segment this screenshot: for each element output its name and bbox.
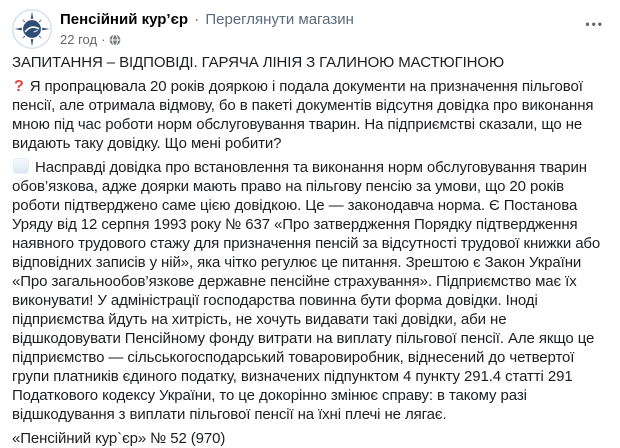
globe-privacy-icon [109,34,121,46]
view-shop-link[interactable]: Переглянути магазин [205,11,354,28]
post-body [12,53,608,448]
question-paragraph [12,77,608,153]
answer-text: Насправді довідка про встановлення та виконання норм обслуговування тварин обов’язкова, адже доярки мають право на пільгову пенсію за умови, що 20 років роботи підтверджено саме цією довідкою. Це — законодавча норма. Є Постанова Уряду від 12 серпня 1993 року № 637 «Про затвердження Порядку підтвердження наявного трудового стажу для призначення пенсій за відсутності трудової книжки або відповідних записів у ній», яка чітко регулює це питання. Зрештою є Закон України «Про загальнообов’язкове державне пенсійне страхування». Підприємство має їх виконувати! У адміністрації господарства повинна бути форма довідки. Іноді підприємства йдуть на хитрість, не хочуть видавати такі довідки, аби не відшкодовувати Пенсійному фонду витрати на виплату пільгової пенсії. Але якщо це підприємство — сільськогосподарський товаровиробник, віднесений до четвертої групи платників єдиного податку, визначених підпунктом 4 пункту 291.4 статті 291 Податкового кодексу України, то це докорінно змінює справу: в такому разі відшкодування з виплати пільгової пенсії на їхні плечі не лягає. [12,159,601,423]
page-avatar[interactable] [12,9,52,49]
post-header [12,9,608,49]
page-name-link[interactable]: Пенсійний кур’єр [60,11,189,28]
header-text [60,9,354,48]
more-options-button[interactable]: ••• [585,17,604,31]
answer-paragraph [12,158,608,424]
name-line [60,10,354,29]
issue-reference: «Пенсійний кур`єр» № 52 (970) [12,430,226,447]
post-title: ЗАПИТАННЯ – ВІДПОВІДІ. ГАРЯЧА ЛІНІЯ З ГАЛИНОЮ МАСТЮГІНОЮ [12,54,505,71]
question-text: Я пропрацювала 20 років дояркою і подала документи на призначення пільгової пенсії, але отримала відмову, бо в пакеті документів відсутня довідка про виконання мною під час роботи норм обслуговування тварин. На підприємстві сказали, що не видають таку довідку. Що мені робити? [12,78,594,152]
pale-square-emoji-icon [13,158,29,174]
time-line [60,31,354,48]
time-separator: · [101,32,106,47]
name-separator: · [194,11,200,28]
compass-logo-icon [12,9,52,49]
red-question-mark-icon: ? [14,78,24,95]
timestamp[interactable]: 22 год [60,32,98,47]
